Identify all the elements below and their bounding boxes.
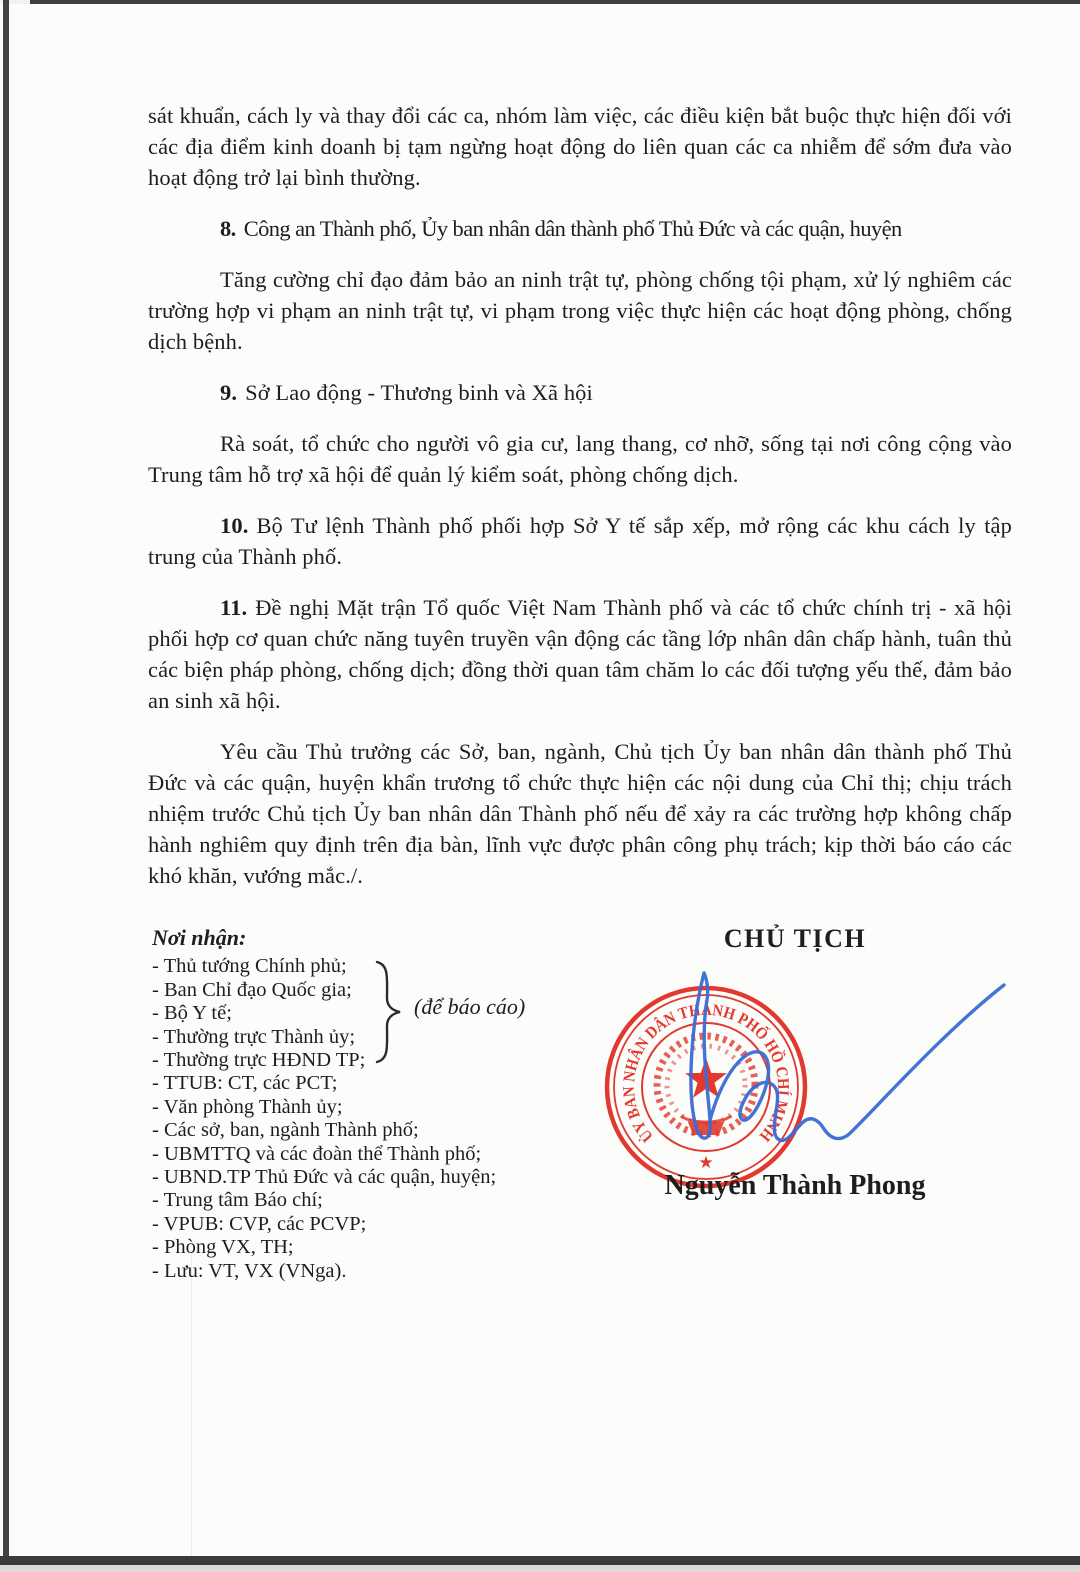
item-8-body	[148, 264, 1012, 357]
recipients-brace-icon	[372, 960, 406, 1064]
scan-edge-bottom	[0, 1556, 1080, 1565]
recipient-item: - Thường trực Thành ủy;	[152, 1025, 356, 1048]
paragraph-text: Tăng cường chỉ đạo đảm bảo an ninh trật tự, phòng chống tội phạm, xử lý nghiêm các trường hợp vi phạm an ninh trật tự, vi phạm trong việc thực hiện các hoạt động phòng, chống dịch bệnh.	[148, 267, 1012, 354]
handwritten-signature	[640, 955, 1020, 1170]
seal-star-icon: ★	[698, 1153, 714, 1172]
paragraph-text: Công an Thành phố, Ủy ban nhân dân thành phố Thủ Đức và các quận, huyện	[243, 216, 902, 241]
item-9-body	[148, 428, 1012, 490]
recipient-item: - Trung tâm Báo chí;	[152, 1189, 323, 1212]
recipients-block	[152, 926, 496, 1283]
paragraph-text: Yêu cầu Thủ trưởng các Sở, ban, ngành, Chủ tịch Ủy ban nhân dân thành phố Thủ Đức và các quận, huyện khẩn trương tổ chức thực hiện các nội dung của Chỉ thị; chịu trách nhiệm trước Chủ tịch Ủy ban nhân dân Thành phố nếu để xảy ra các trường hợp không chấp hành nghiêm quy định trên địa bàn, lĩnh vực được phân công phụ trách; kịp thời báo cáo các khó khăn, vướng mắc./.	[148, 739, 1012, 888]
recipient-item: - TTUB: CT, các PCT;	[152, 1072, 338, 1095]
seal-circular-text: ỦY BAN NHÂN DÂN THÀNH PHỐ HỒ CHÍ MINH	[618, 999, 794, 1147]
recipient-item: - VPUB: CVP, các PCVP;	[152, 1212, 367, 1235]
paragraph-text: Bộ Tư lệnh Thành phố phối hợp Sở Y tế sắp xếp, mở rộng các khu cách ly tập trung của Thành phố.	[148, 513, 1012, 569]
item-number: 9.	[220, 380, 238, 405]
paragraph-text: sát khuẩn, cách ly và thay đổi các ca, nhóm làm việc, các điều kiện bắt buộc thực hiện đối với các địa điểm kinh doanh bị tạm ngừng hoạt động do liên quan các ca nhiễm để sớm đưa vào hoạt động trở lại bình thường.	[148, 103, 1012, 190]
report-note: (để báo cáo)	[414, 994, 526, 1019]
scan-edge-top	[0, 0, 1080, 4]
scan-edge-bottom-strip	[0, 1565, 1080, 1572]
recipient-item: - Lưu: VT, VX (VNga).	[152, 1259, 347, 1282]
recipient-item: - UBND.TP Thủ Đức và các quận, huyện;	[152, 1166, 497, 1189]
recipient-item: - UBMTTQ và các đoàn thể Thành phố;	[152, 1142, 482, 1165]
recipient-item: - Văn phòng Thành ủy;	[152, 1095, 343, 1118]
recipient-item: - Ban Chỉ đạo Quốc gia;	[152, 978, 352, 1001]
paper-fold-line	[191, 1250, 192, 1556]
recipient-item: - Bộ Y tế;	[152, 1002, 232, 1025]
item-number: 11.	[220, 595, 248, 620]
item-number: 10.	[220, 513, 249, 538]
item-11	[148, 592, 1012, 716]
scan-edge-left	[3, 0, 9, 1572]
item-8-heading	[148, 213, 1012, 244]
item-9-heading	[148, 377, 1012, 408]
recipients-heading: Nơi nhận:	[152, 925, 247, 950]
paragraph-text: Đề nghị Mặt trận Tổ quốc Việt Nam Thành phố và các tổ chức chính trị - xã hội phối hợp cơ quan chức năng tuyên truyền vận động các tầng lớp nhân dân chấp hành, tuân thủ các biện pháp phòng, chống dịch; đồng thời quan tâm chăm lo các đối tượng yếu thế, đảm bảo an sinh xã hội.	[148, 595, 1012, 713]
recipient-item: - Thủ tướng Chính phủ;	[152, 955, 347, 978]
document-body	[148, 100, 1012, 911]
paragraph-text: Sở Lao động - Thương binh và Xã hội	[245, 380, 593, 405]
closing-paragraph	[148, 736, 1012, 891]
signer-title: CHỦ TỊCH	[723, 924, 867, 953]
recipient-item: - Phòng VX, TH;	[152, 1236, 294, 1259]
paragraph-text: Rà soát, tổ chức cho người vô gia cư, lang thang, cơ nhỡ, sống tại nơi công cộng vào Trung tâm hỗ trợ xã hội để quản lý kiểm soát, phòng chống dịch.	[148, 431, 1012, 487]
paragraph-continuation	[148, 100, 1012, 193]
signer-name: Nguyễn Thành Phong	[664, 1170, 926, 1201]
recipient-item: - Thường trực HĐND TP;	[152, 1049, 366, 1072]
recipient-item: - Các sở, ban, ngành Thành phố;	[152, 1119, 419, 1142]
item-10	[148, 510, 1012, 572]
item-number: 8.	[220, 216, 236, 241]
